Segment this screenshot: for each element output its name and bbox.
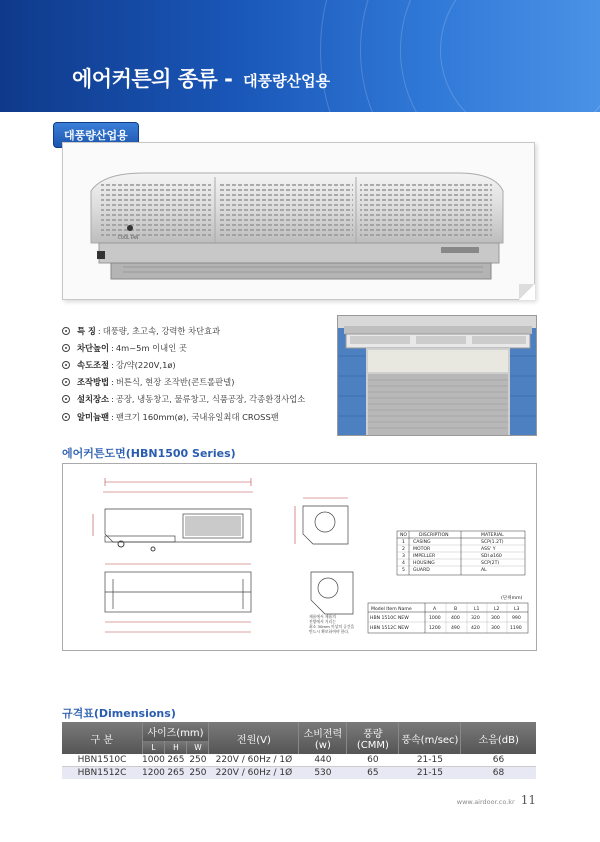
- cell-power: 220V / 60Hz / 1Ø: [209, 767, 299, 780]
- spec-list: [62, 322, 342, 425]
- technical-drawing: [62, 463, 537, 651]
- header-velocity: 풍속(m/sec): [399, 722, 461, 754]
- table-row: [62, 767, 536, 780]
- parts-cell: 4: [402, 561, 405, 566]
- header-category: 구 분: [62, 722, 142, 754]
- header-noise: 소음(dB): [461, 722, 536, 754]
- spec-row: 차단높이 : 4m~5m 이내인 곳: [62, 339, 342, 356]
- model-header: L3: [514, 607, 520, 612]
- parts-cell: AL: [481, 568, 487, 573]
- header-size-h: H: [165, 741, 187, 754]
- parts-header: MATERIAL: [481, 533, 504, 538]
- cell-h: 265: [165, 767, 187, 780]
- parts-header: NO: [400, 533, 408, 538]
- spec-value: 강/약(220V,1ø): [115, 359, 176, 370]
- spec-row: 알미늄팬 : 팬크기 160mm(ø), 국내유일최대 CROSS팬: [62, 408, 342, 425]
- model-cell: 1200: [429, 626, 441, 631]
- model-cell: 400: [451, 616, 460, 621]
- product-image-box: [62, 142, 535, 300]
- drawing-note-line: 반드시 확보하여야 한다.: [309, 629, 350, 634]
- parts-cell: IMPELLER: [413, 554, 436, 559]
- spec-value: 대풍량, 초고속, 강력한 차단효과: [102, 325, 221, 336]
- spec-value: 팬크기 160mm(ø), 국내유일최대 CROSS팬: [115, 411, 279, 422]
- model-cell: 1000: [429, 616, 441, 621]
- model-cell: 300: [491, 626, 500, 631]
- header-airflow: 풍량(CMM): [347, 722, 399, 754]
- cell-velocity: 21-15: [399, 754, 461, 767]
- cell-velocity: 21-15: [399, 767, 461, 780]
- decorative-arc: [440, 0, 600, 112]
- bullet-icon: [62, 395, 70, 403]
- bottom-view: [105, 572, 251, 612]
- page-number: 11: [520, 793, 536, 807]
- parts-cell: SCP(1.2T): [481, 540, 504, 545]
- bullet-icon: [62, 327, 70, 335]
- model-header: B: [454, 607, 458, 612]
- spec-row: 설치장소 : 공장, 냉동창고, 물류창고, 식품공장, 각종환경사업소: [62, 391, 342, 408]
- parts-cell: MOTOR: [413, 547, 431, 552]
- spec-value: 4m~5m 이내인 곳: [115, 342, 187, 353]
- cell-w: 250: [187, 754, 209, 767]
- technical-drawing-svg: [63, 464, 538, 652]
- spec-label: 차단높이: [77, 342, 110, 353]
- bullet-icon: [62, 344, 70, 352]
- spec-row: 속도조절 : 강/약(220V,1ø): [62, 356, 342, 373]
- parts-header: DISCRIPTION: [419, 533, 449, 538]
- page-title: [72, 63, 330, 93]
- spec-value: 버튼식, 현장 조작반(콘트롤판넬): [115, 377, 235, 388]
- page-footer: [457, 793, 536, 807]
- spec-label: 속도조절: [77, 359, 110, 370]
- cell-model: HBN1512C: [62, 767, 142, 780]
- parts-cell: GUARD: [413, 568, 430, 573]
- parts-cell: HOUSING: [413, 561, 435, 566]
- model-cell: 990: [512, 616, 521, 621]
- parts-cell: SDI ø160: [481, 554, 502, 559]
- cell-h: 265: [165, 754, 187, 767]
- cell-airflow: 65: [347, 767, 399, 780]
- curtain-bottom-panel: [99, 243, 499, 263]
- cell-noise: 66: [461, 754, 536, 767]
- grill-left: [101, 183, 211, 238]
- parts-cell: ASS' Y: [481, 547, 496, 552]
- model-header: Model Item Name: [371, 607, 412, 612]
- title-subtitle: 대풍량산업용: [243, 72, 331, 90]
- installation-photo-image: [338, 316, 537, 436]
- spec-label: 설치장소: [77, 394, 110, 405]
- curtain-louver: [111, 263, 491, 279]
- bullet-icon: [62, 413, 70, 421]
- cell-consumption: 440: [299, 754, 347, 767]
- model-cell: 420: [471, 626, 480, 631]
- drawing-note-line: 전방에서 거리는: [309, 619, 336, 624]
- grill-right: [360, 183, 492, 238]
- unit-label: (단위mm): [501, 596, 523, 601]
- page-header: [0, 0, 600, 112]
- model-cell: 1190: [510, 626, 522, 631]
- parts-cell: 5: [402, 568, 405, 573]
- installation-photo: [337, 315, 537, 436]
- air-curtain-image: [63, 143, 536, 301]
- cell-airflow: 60: [347, 754, 399, 767]
- spec-label: 알미늄팬: [77, 411, 110, 422]
- parts-table: [397, 531, 525, 575]
- header-size-w: W: [187, 741, 209, 754]
- spec-label: 조작방법: [77, 377, 110, 388]
- parts-cell: 1: [402, 540, 405, 545]
- model-header: L2: [494, 607, 500, 612]
- footer-url: www.airdoor.co.kr: [456, 798, 515, 806]
- header-size-l: L: [142, 741, 165, 754]
- model-cell: HBN 1510C NEW: [370, 616, 409, 621]
- drawing-note-line: 최소 30mm 이상의 공간을: [309, 624, 355, 629]
- switch-icon: [97, 251, 105, 259]
- model-table: [368, 594, 528, 633]
- model-cell: HBN 1512C NEW: [370, 626, 409, 631]
- cell-model: HBN1510C: [62, 754, 142, 767]
- header-size: 사이즈(mm): [142, 722, 209, 741]
- cell-l: 1200: [142, 768, 165, 778]
- spec-value: 공장, 냉동창고, 물류창고, 식품공장, 각종환경사업소: [115, 394, 306, 405]
- brand-label: COOL FAN: [118, 235, 139, 240]
- dimensions-section-title: 규격표(Dimensions): [62, 707, 176, 720]
- cell-l: 1000: [142, 755, 165, 765]
- spec-row: 특 징 : 대풍량, 초고속, 강력한 차단효과: [62, 322, 342, 339]
- cell-consumption: 530: [299, 767, 347, 780]
- spec-row: 조작방법 : 버튼식, 현장 조작반(콘트롤판넬): [62, 374, 342, 391]
- model-header: A: [433, 607, 437, 612]
- header-power-source: 전원(V): [209, 722, 299, 754]
- cell-noise: 68: [461, 767, 536, 780]
- parts-cell: 3: [402, 554, 405, 559]
- label-plate: [441, 247, 479, 253]
- cell-power: 220V / 60Hz / 1Ø: [209, 754, 299, 767]
- grill-center: [218, 183, 353, 238]
- drawing-note-line: 제품에서 제품의: [309, 614, 336, 619]
- page-curl: [519, 284, 535, 300]
- model-header: L1: [474, 607, 480, 612]
- parts-cell: SCP(2T): [481, 561, 500, 566]
- parts-cell: 2: [402, 547, 405, 552]
- title-separator: -: [217, 67, 240, 91]
- bullet-icon: [62, 361, 70, 369]
- spec-label: 특 징: [77, 325, 96, 336]
- model-cell: 320: [471, 616, 480, 621]
- category-tag: 대풍량산업용: [53, 122, 139, 148]
- side-view: [303, 506, 353, 614]
- drawing-section-title: 에어커튼도면(HBN1500 Series): [62, 447, 236, 460]
- title-main: 에어커튼의 종류: [72, 67, 218, 91]
- header-power-consumption: 소비전력(w): [299, 722, 347, 754]
- dimensions-table: [62, 722, 536, 779]
- model-cell: 490: [451, 626, 460, 631]
- parts-cell: CASING: [413, 540, 431, 545]
- cell-w: 250: [187, 767, 209, 780]
- model-cell: 300: [491, 616, 500, 621]
- bullet-icon: [62, 378, 70, 386]
- table-row: [62, 754, 536, 767]
